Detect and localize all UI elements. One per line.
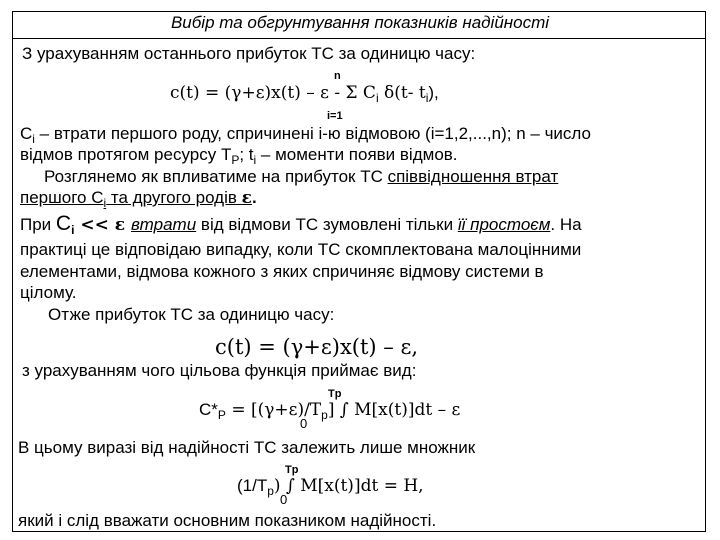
paragraph-ratio-line1: Розглянемо як впливатиме на прибуток ТС співвідношення втрат: [44, 167, 559, 186]
paragraph-case-line2: практиці це відповідаю випадку, коли ТС скомплектована малоцінними: [20, 240, 582, 259]
sum-upper-limit: n: [334, 70, 341, 82]
formula-reliability-indicator: $(1/T_p)$ ∫ M[x(t)]dt = H,: [237, 476, 424, 498]
integral-lower-limit-3: 0: [300, 416, 308, 431]
integral-upper-limit-4: Tp: [285, 464, 299, 476]
paragraph-ratio-line2: першого $C_i$ та другого родів ε.: [20, 188, 257, 210]
integral-lower-limit-4: 0: [280, 492, 288, 507]
intro-text: З урахуванням останнього прибуток ТС за одиницю часу:: [22, 44, 476, 63]
paragraph-case-line1: При $C_i << \varepsilon$ втрати від відмови ТС зумовлені тільки її простоєм. На: [20, 212, 582, 237]
objective-intro-text: з урахуванням чого цільова функція приймає вид:: [22, 361, 417, 380]
paragraph-losses-line1: $C_i$ – втрати першого роду, спричинені i-ю відмовою (i=1,2,...,n); n – число: [20, 124, 591, 146]
paragraph-case-line3: елементами, відмова кожного з яких спричиняє відмову системи в: [20, 262, 544, 281]
title-divider: [12, 38, 706, 39]
integral-upper-limit-3: Tp: [328, 388, 342, 400]
formula-profit-with-losses: c(t) = (γ+ε)x(t) – ε - Σ $C_i$ δ(t- $t_i$),: [170, 83, 439, 105]
slide-title: Вибір та обгрунтування показників надійності: [170, 13, 550, 32]
conclusion-text: який і слід вважати основним показником надійності.: [18, 511, 437, 530]
sum-lower-limit: i=1: [327, 110, 343, 122]
reliability-factor-text: В цьому виразі від надійності ТС залежить лише множник: [18, 438, 476, 457]
formula-objective-function: $C*_P = [(\gamma+\varepsilon)/T_p]$ ∫ M[x(t)]dt – ε: [199, 400, 461, 422]
paragraph-case-line5: Отже прибуток ТС за одиницю часу:: [48, 305, 335, 324]
paragraph-losses-line2: відмов протягом ресурсу $T_P$; $t_i$ – моменти появи відмов.: [20, 145, 458, 167]
paragraph-case-line4: цілому.: [20, 283, 77, 302]
formula-profit-simple: c(t) = (γ+ε)x(t) – ε,: [215, 335, 419, 359]
